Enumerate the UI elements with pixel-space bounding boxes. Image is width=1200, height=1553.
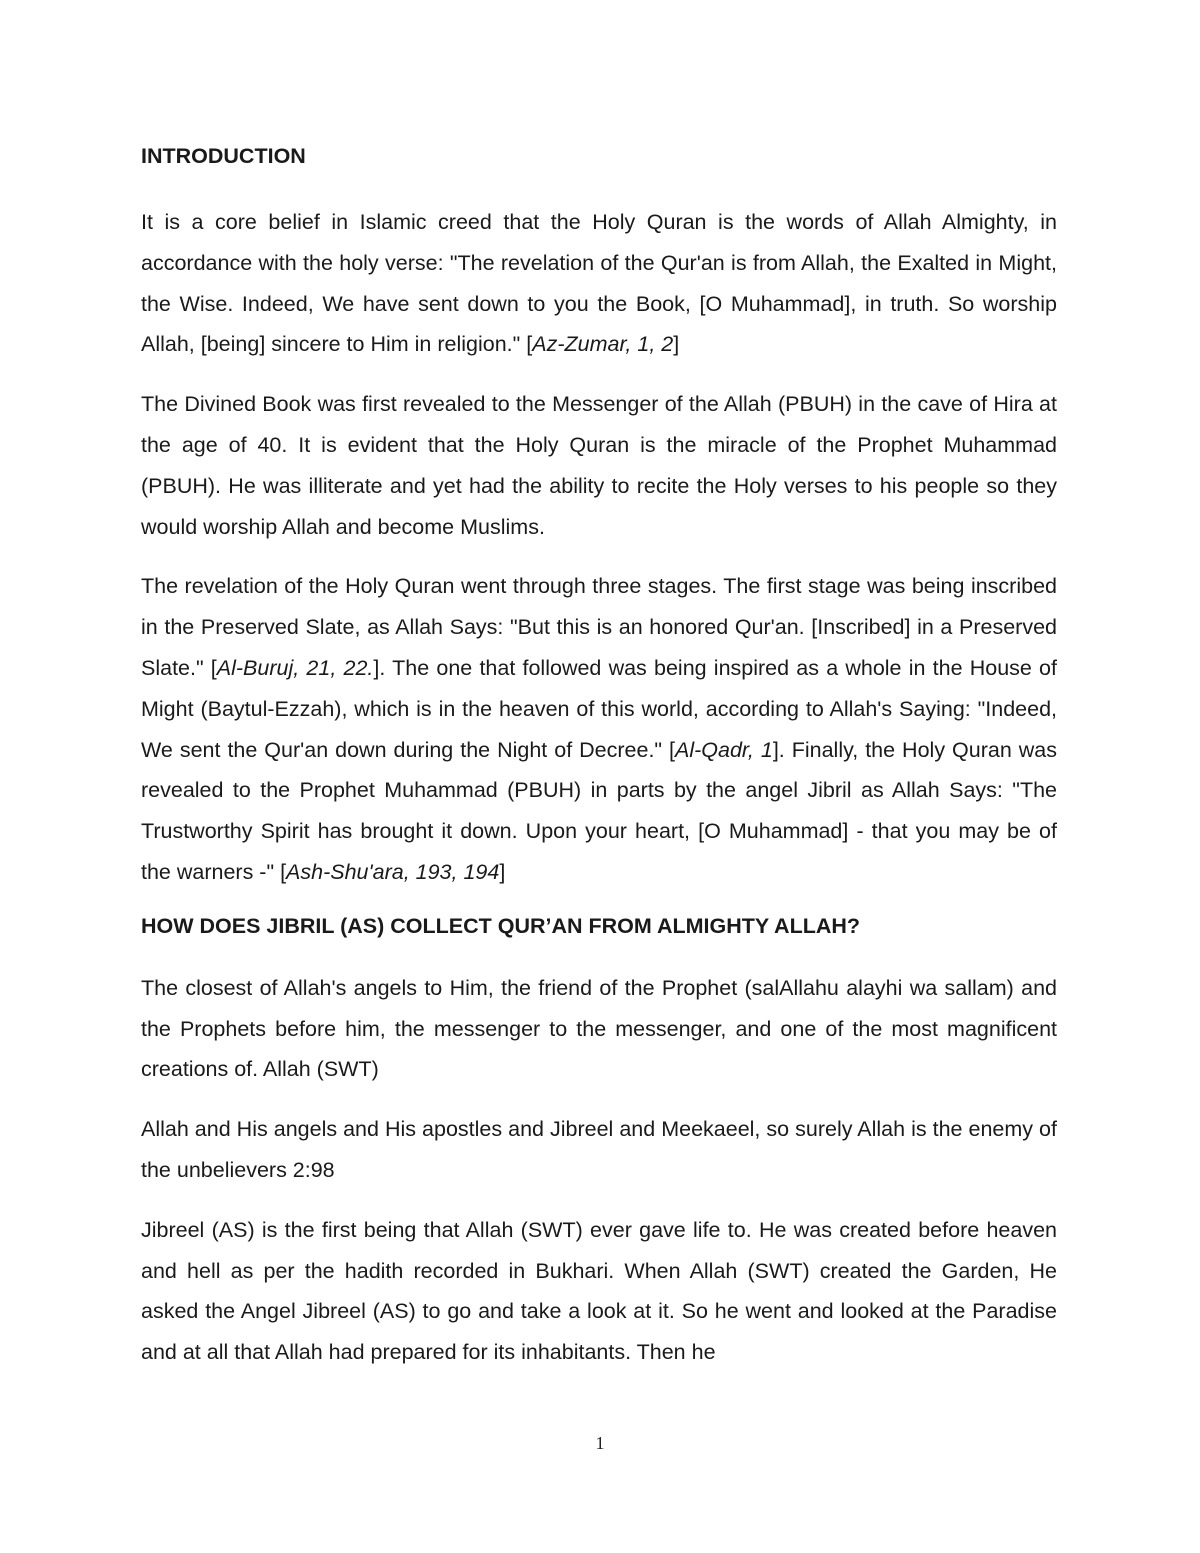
paragraph-3 xyxy=(141,566,1057,892)
paragraph-3-part-a: The revelation of the Holy Quran went through three stages. The first stage was being inscribed in the Preserved Slate, as Allah Says: "But this is an honored Qur'an. [Inscribed] in a Preserved Slate." [ xyxy=(141,574,1057,680)
document-body xyxy=(141,142,1057,1392)
section-heading-jibril: HOW DOES JIBRIL (AS) COLLECT QUR’AN FROM ALMIGHTY ALLAH? xyxy=(141,913,861,938)
paragraph-1-reference: Az-Zumar, 1, 2 xyxy=(532,332,674,357)
section-heading-introduction: INTRODUCTION xyxy=(141,144,306,168)
page-number: 1 xyxy=(595,1433,605,1453)
paragraph-3-part-b: ]. The one that followed was being inspired as a whole in the House of Might (Baytul-Ezzah), which is in the heaven of this world, according to Allah's Saying: "Indeed, We sent the Qur'an down during the Night of Decree." [ xyxy=(141,655,1057,762)
paragraph-3-part-d: ] xyxy=(499,859,506,884)
paragraph-6: Jibreel (AS) is the first being that Allah (SWT) ever gave life to. He was created before heaven and hell as per the hadith recorded in Bukhari. When Allah (SWT) created the Garden, He asked the Angel Jibreel (AS) to go and take a look at it. So he went and looked at the Paradise and at all that Allah had prepared for its inhabitants. Then he xyxy=(141,1217,1057,1365)
paragraph-5: Allah and His angels and His apostles and Jibreel and Meekaeel, so surely Allah is the enemy of the unbelievers 2:98 xyxy=(141,1117,1057,1182)
paragraph-3-part-c: ]. Finally, the Holy Quran was revealed to the Prophet Muhammad (PBUH) in parts by the angel Jibril as Allah Says: "The Trustworthy Spirit has brought it down. Upon your heart, [O Muhammad] - that you may be of the warners -" [ xyxy=(141,737,1057,884)
paragraph-1-end: ] xyxy=(673,332,680,357)
paragraph-3-reference-2: Al-Qadr, 1 xyxy=(675,737,773,762)
paragraph-1 xyxy=(141,202,1057,365)
paragraph-3-reference-1: Al-Buruj, 21, 22. xyxy=(216,655,374,680)
paragraph-1-text: It is a core belief in Islamic creed that the Holy Quran is the words of Allah Almighty, in accordance with the holy verse: "The revelation of the Qur'an is from Allah, the Exalted in Might, the Wise. Indeed, We have sent down to you the Book, [O Muhammad], in truth. So worship Allah, [being] sincere to Him in religion." [ xyxy=(141,210,1057,357)
paragraph-2: The Divined Book was first revealed to the Messenger of the Allah (PBUH) in the cave of Hira at the age of 40. It is evident that the Holy Quran is the miracle of the Prophet Muhammad (PBUH). He was illiterate and yet had the ability to recite the Holy verses to his people so they would worship Allah and become Muslims. xyxy=(141,392,1057,539)
paragraph-4: The closest of Allah's angels to Him, the friend of the Prophet (salAllahu alayhi wa sallam) and the Prophets before him, the messenger to the messenger, and one of the most magnificent creations of. Allah (SWT) xyxy=(141,975,1057,1082)
paragraph-3-reference-3: Ash-Shu'ara, 193, 194 xyxy=(286,859,500,884)
